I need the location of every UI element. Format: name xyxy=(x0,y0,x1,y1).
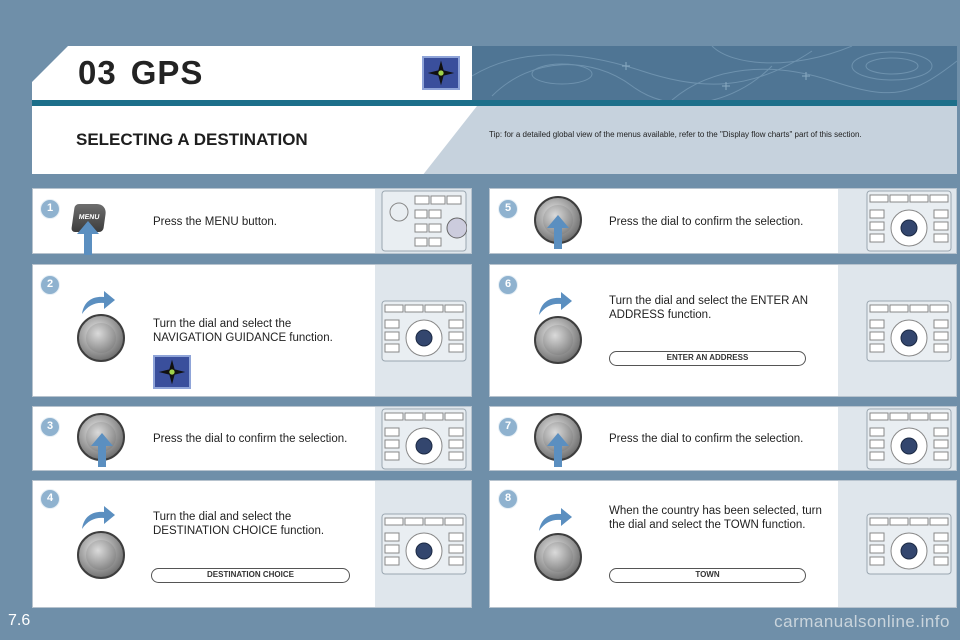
dial-icon xyxy=(77,531,125,579)
console-illustration xyxy=(381,300,467,362)
page-number: 7.6 xyxy=(8,612,31,629)
step-badge-1: 1 xyxy=(40,199,60,219)
turn-arrow-icon xyxy=(537,507,573,533)
press-arrow-icon xyxy=(546,432,570,468)
step-badge-8: 8 xyxy=(498,489,518,509)
watermark: carmanualsonline.info xyxy=(774,612,950,631)
step-instruction-3: Press the dial to confirm the selection. xyxy=(153,433,348,445)
menu-key-icon: MENU xyxy=(71,204,107,232)
menu-option-enter-an-address: ENTER AN ADDRESS xyxy=(609,351,806,366)
press-arrow-icon xyxy=(90,432,114,468)
console-illustration xyxy=(381,408,467,470)
step-instruction-5: Press the dial to confirm the selection. xyxy=(609,216,804,228)
press-arrow-icon xyxy=(76,220,100,256)
tip-text: Tip: for a detailed global view of the menus available, refer to the "Display flow charts" part of this section. xyxy=(489,130,862,139)
chapter-heading xyxy=(78,54,203,92)
console-illustration xyxy=(381,513,467,575)
step-instruction-2: Turn the dial and select the NAVIGATION GUIDANCE function. xyxy=(153,318,333,344)
step-badge-3: 3 xyxy=(40,417,60,437)
step-instruction-1: Press the MENU button. xyxy=(153,216,277,228)
menu-option-town: TOWN xyxy=(609,568,806,583)
chapter-number: 03 xyxy=(78,54,117,91)
dial-icon xyxy=(77,314,125,362)
navigation-icon xyxy=(422,56,460,90)
step-instruction-8: When the country has been selected, turn the dial and select the TOWN function. xyxy=(609,505,822,531)
console-illustration xyxy=(866,300,952,362)
step-badge-5: 5 xyxy=(498,199,518,219)
console-illustration xyxy=(866,513,952,575)
turn-arrow-icon xyxy=(537,291,573,317)
step-badge-4: 4 xyxy=(40,489,60,509)
turn-arrow-icon xyxy=(80,505,116,531)
header-accent-bar xyxy=(32,100,957,106)
step-instruction-7: Press the dial to confirm the selection. xyxy=(609,433,804,445)
console-illustration xyxy=(381,190,467,252)
dial-icon xyxy=(534,316,582,364)
step-instruction-6: Turn the dial and select the ENTER AN ADDRESS function. xyxy=(609,295,809,321)
console-illustration xyxy=(866,408,952,470)
section-title: SELECTING A DESTINATION xyxy=(76,130,308,149)
step-instruction-4: Turn the dial and select the DESTINATION CHOICE function. xyxy=(153,511,325,537)
step-badge-2: 2 xyxy=(40,275,60,295)
menu-option-destination-choice: DESTINATION CHOICE xyxy=(151,568,350,583)
press-arrow-icon xyxy=(546,214,570,250)
header-map-pattern xyxy=(472,46,957,100)
chapter-title: GPS xyxy=(130,54,204,91)
step-badge-7: 7 xyxy=(498,417,518,437)
navigation-icon xyxy=(153,355,191,389)
step-badge-6: 6 xyxy=(498,275,518,295)
turn-arrow-icon xyxy=(80,290,116,316)
dial-icon xyxy=(534,533,582,581)
console-illustration xyxy=(866,190,952,252)
